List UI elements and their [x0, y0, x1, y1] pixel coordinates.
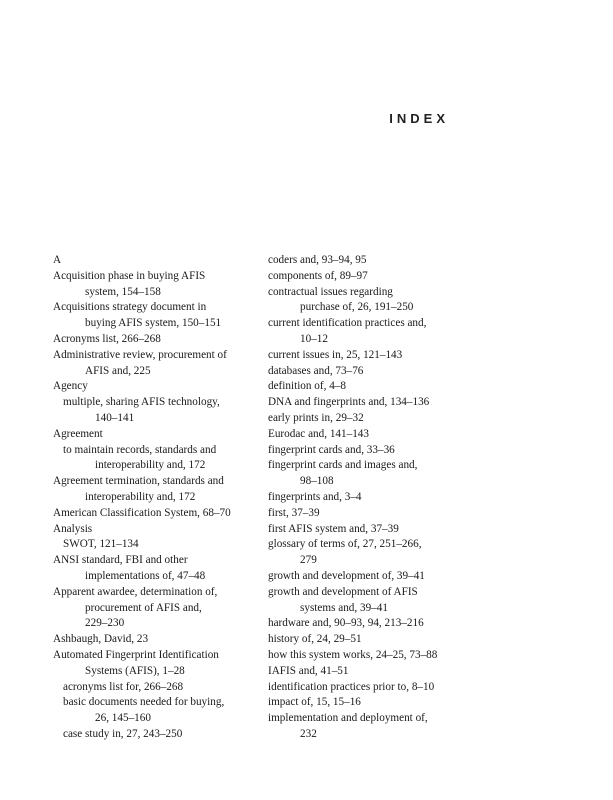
- index-entry: Acquisitions strategy document in buying AFIS system, 150–151: [53, 301, 222, 330]
- index-entry: history of, 24, 29–51: [268, 633, 362, 646]
- index-entry: fingerprint cards and, 33–36: [268, 443, 395, 456]
- index-entry: identification practices prior to, 8–10: [268, 680, 435, 693]
- index-entry: ANSI standard, FBI and other implementations of, 47–48: [53, 554, 206, 582]
- index-entry: databases and, 73–76: [268, 364, 364, 377]
- index-column-right: [268, 253, 468, 743]
- index-entry: fingerprints and, 3–4: [268, 490, 362, 503]
- index-entry: current identification practices and, 10–12: [268, 317, 427, 345]
- index-entry: Agreement termination, standards and interoperability and, 172: [53, 475, 224, 503]
- index-entry: implementation and deployment of, 232: [268, 712, 428, 740]
- index-entry: IAFIS and, 41–51: [268, 664, 349, 677]
- index-entry: components of, 89–97: [268, 269, 368, 282]
- index-entry: first AFIS system and, 37–39: [268, 522, 399, 535]
- page-title: INDEX: [389, 111, 449, 126]
- index-entry: Analysis: [53, 522, 93, 535]
- index-subentry: multiple, sharing AFIS technology, 140–141: [63, 396, 220, 424]
- index-entry: impact of, 15, 15–16: [268, 696, 361, 709]
- index-subentry: SWOT, 121–134: [63, 538, 139, 551]
- index-entry: Agency: [53, 380, 88, 393]
- index-entry: current issues in, 25, 121–143: [268, 348, 403, 361]
- index-entry: fingerprint cards and images and, 98–108: [268, 459, 418, 488]
- index-column-left: [53, 253, 263, 743]
- index-entry: Eurodac and, 141–143: [268, 427, 369, 440]
- index-subentry: to maintain records, standards and interoperability and, 172: [63, 443, 217, 472]
- index-entry: Ashbaugh, David, 23: [53, 633, 149, 646]
- index-entry: coders and, 93–94, 95: [268, 254, 367, 266]
- index-entry: glossary of terms of, 27, 251–266, 279: [268, 538, 422, 567]
- index-subentry: case study in, 27, 243–250: [63, 727, 183, 740]
- index-entry: Automated Fingerprint Identification Systems (AFIS), 1–28: [53, 648, 219, 677]
- index-entry: hardware and, 90–93, 94, 213–216: [268, 617, 424, 630]
- index-entry: Acquisition phase in buying AFIS system, 154–158: [53, 269, 206, 298]
- index-entry: contractual issues regarding purchase of, 26, 191–250: [268, 285, 414, 314]
- index-entry: definition of, 4–8: [268, 380, 346, 393]
- index-entry: early prints in, 29–32: [268, 411, 364, 424]
- index-entry: growth and development of AFIS systems and, 39–41: [268, 585, 418, 614]
- index-entry: Agreement: [53, 427, 103, 440]
- index-entry: how this system works, 24–25, 73–88: [268, 648, 438, 661]
- index-entry: Acronyms list, 266–268: [53, 332, 161, 345]
- index-entry: DNA and fingerprints and, 134–136: [268, 396, 430, 409]
- index-entry: Apparent awardee, determination of, procurement of AFIS and, 229–230: [53, 585, 218, 630]
- index-entry: Administrative review, procurement of AFIS and, 225: [53, 348, 227, 377]
- index-entry: first, 37–39: [268, 506, 320, 519]
- index-entry: American Classification System, 68–70: [53, 506, 231, 519]
- index-entry: growth and development of, 39–41: [268, 569, 425, 582]
- index-subentry: acronyms list for, 266–268: [63, 680, 184, 693]
- index-subentry: basic documents needed for buying, 26, 145–160: [63, 696, 225, 725]
- index-letter-heading: A: [53, 254, 62, 266]
